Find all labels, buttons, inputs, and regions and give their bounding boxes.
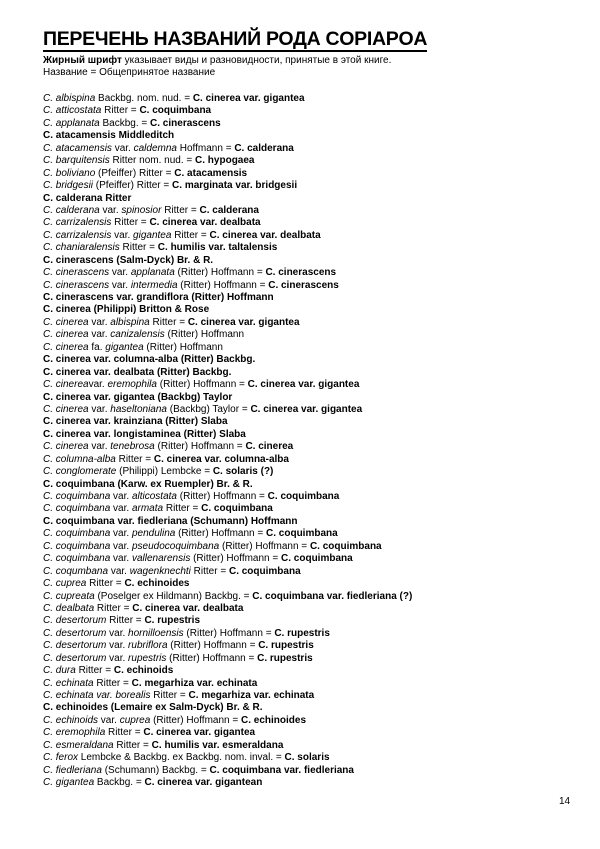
entry-name-italic: C. desertorum (43, 615, 107, 627)
entry-name-bold: C. rupestris (257, 652, 313, 664)
entry-text: Ritter = (106, 615, 145, 627)
entry-text: (Ritter) Hoffmann (143, 341, 223, 353)
entry-name-italic: C. gigantea (43, 777, 95, 789)
entry-name-italic: C. esmeraldana (43, 739, 114, 751)
entry-name-italic: C. cinerascens (43, 279, 110, 291)
subtitle (43, 55, 563, 67)
entry-text: (Ritter) Hoffmann = (219, 540, 310, 552)
list-item (43, 105, 563, 117)
entry-name-italic: C. boliviano (43, 167, 96, 179)
list-item (43, 715, 563, 727)
entry-name-bold: C. coquimbana (228, 565, 301, 577)
entry-text: (Schumann) Backbg. = (101, 764, 210, 776)
entry-name-italic: C. echinata (43, 677, 94, 689)
entry-text: var. (88, 329, 111, 341)
entry-name-bold: C. megarhiza var. echinata (188, 690, 315, 701)
entry-name-italic: C. albispina (43, 93, 96, 104)
entry-name-bold: C. cinerea var. longistaminea (Ritter) Slaba (43, 428, 246, 440)
list-item (43, 777, 563, 789)
entry-name-italic: C. cinerascens (43, 267, 110, 279)
entry-name-italic: spinosior (121, 204, 162, 216)
subtitle-text: указывает виды и разновидности, принятые в этой книге. (121, 55, 392, 66)
entry-name-italic: C. bridgesii (43, 180, 94, 192)
entry-name-italic: C. fiedleriana (43, 764, 102, 776)
list-item (43, 329, 563, 341)
entry-text: Lembcke & Backbg. ex Backbg. nom. inval. = (78, 752, 285, 764)
list-item (43, 665, 563, 677)
entry-text: Ritter = (171, 229, 210, 241)
entry-name-bold: C. atacamensis Middleditch (43, 130, 175, 142)
entry-name-italic: rupestris (128, 652, 167, 664)
entry-name-bold: C. humilis var. esmeraldana (151, 739, 284, 751)
list-item (43, 503, 563, 515)
entry-text: var. (111, 229, 134, 241)
entry-name-bold: C. cinerea var. gigantea (192, 93, 305, 104)
list-item (43, 441, 563, 453)
list-item (43, 255, 563, 267)
list-item (43, 591, 563, 603)
list-item (43, 528, 563, 540)
entry-name-italic: C. ferox (43, 752, 79, 764)
entry-name-italic: C. cupreata (43, 590, 95, 602)
entry-text: Ritter = (119, 242, 158, 254)
entry-name-italic: C. eremophila (43, 727, 106, 739)
list-item (43, 93, 563, 105)
list-item (43, 702, 563, 714)
list-item (43, 168, 563, 180)
entry-name-bold: C. cinerea var. gigantea (187, 316, 300, 328)
entry-name-bold: C. coquimbana (266, 528, 338, 540)
entry-text: (Ritter) Hoffmann = (183, 627, 275, 639)
list-item (43, 603, 563, 615)
list-item (43, 566, 563, 578)
entry-name-italic: C. cinerea (43, 403, 89, 415)
entry-name-italic: haseltoniana (110, 403, 167, 415)
entry-list (43, 93, 563, 790)
page-content (43, 28, 563, 790)
entry-text: Backbg. = (99, 117, 151, 129)
entry-name-bold: C. echinoides (240, 714, 306, 726)
entry-text: (Ritter) Hoffmann = (167, 640, 259, 652)
entry-name-italic: intermedia (130, 279, 178, 291)
entry-name-bold: C. solaris (?) (212, 466, 274, 478)
entry-name-italic: gigantea (133, 229, 172, 241)
entry-name-bold: C. cinerea var. columna-alba (153, 453, 289, 465)
entry-text: (Ritter) Hoffmann = (166, 652, 258, 664)
entry-text: (Backbg) Taylor = (166, 403, 251, 415)
list-item (43, 516, 563, 528)
entry-name-italic: C. cinerea (43, 329, 89, 341)
entry-text: var. (109, 267, 131, 279)
list-item (43, 640, 563, 652)
entry-name-italic: C. echinoids (43, 714, 99, 726)
list-item (43, 155, 563, 167)
entry-name-italic: caldemna (133, 142, 177, 154)
entry-text: var. (108, 565, 130, 577)
entry-text: var. (106, 627, 129, 639)
entry-name-bold: C. coquimbana (Karw. ex Ruempler) Br. & R. (43, 478, 253, 490)
entry-name-bold: C. cinerea (245, 441, 294, 453)
entry-name-bold: C. humilis var. taltalensis (157, 242, 278, 254)
list-item (43, 280, 563, 292)
entry-text: fa. (88, 341, 106, 353)
list-item (43, 765, 563, 777)
list-item (43, 292, 563, 304)
entry-name-bold: C. atacamensis (174, 167, 248, 179)
entry-name-italic: albispina (110, 316, 150, 328)
entry-text: (Ritter) Hoffmann = (150, 714, 241, 726)
entry-name-italic: C. cinerea (43, 441, 89, 453)
entry-name-italic: C. calderana (43, 204, 100, 216)
page-number: 14 (559, 796, 571, 807)
entry-name-bold: C. megarhiza var. echinata (131, 677, 258, 689)
entry-name-bold: C. cinerea var. dealbata (Ritter) Backbg. (43, 366, 232, 378)
entry-name-bold: C. cinerascens (Salm-Dyck) Br. & R. (43, 254, 214, 266)
entry-text: Ritter = (149, 316, 188, 328)
entry-name-bold: C. coquimbana var. fiedleriana (209, 764, 354, 776)
list-item (43, 143, 563, 155)
entry-text: var. (99, 204, 122, 216)
entry-name-italic: tenebrosa (110, 441, 155, 453)
entry-text: Ritter = (93, 677, 132, 689)
list-item (43, 740, 563, 752)
entry-text: Ritter nom. nud. = (109, 155, 196, 167)
list-item (43, 553, 563, 565)
entry-name-bold: C. cinerea (Philippi) Britton & Rose (43, 304, 210, 316)
entry-text: var. (106, 640, 129, 652)
list-item (43, 690, 563, 702)
entry-name-italic: C. barquitensis (43, 155, 110, 167)
entry-name-italic: C. cuprea (43, 578, 87, 590)
entry-text: var. (110, 528, 132, 540)
entry-name-italic: C. coquimbana (43, 553, 111, 565)
entry-name-bold: C. coquimbana (281, 553, 353, 565)
entry-name-italic: C. coquimbana (43, 491, 111, 502)
legend: Название = Общепринятое название (43, 67, 216, 78)
list-item (43, 205, 563, 217)
entry-name-bold: C. coquimbana (309, 540, 382, 552)
list-item (43, 541, 563, 553)
entry-name-bold: C. cinerea var. dealbata (132, 602, 244, 614)
entry-name-bold: C. calderana (199, 204, 259, 216)
list-item (43, 466, 563, 478)
entry-name-italic: C. coquimbana (43, 503, 111, 515)
entry-name-italic: armata (131, 503, 164, 515)
list-item (43, 454, 563, 466)
entry-name-bold: C. cinerea var. gigantea (Backbg) Taylor (43, 391, 233, 403)
list-item (43, 653, 563, 665)
list-item (43, 367, 563, 379)
entry-text: (Ritter) Hoffmann = (174, 267, 266, 279)
entry-name-italic: applanata (130, 267, 175, 279)
entry-text: (Poselger ex Hildmann) Backbg. = (94, 590, 253, 602)
entry-name-italic: hornilloensis (128, 627, 184, 639)
entry-name-bold: C. rupestris (258, 640, 314, 652)
entry-text: Ritter = (115, 453, 154, 465)
list-item (43, 727, 563, 739)
entry-name-italic: C. desertorum (43, 652, 107, 664)
list-item (43, 416, 563, 428)
entry-text: var. (98, 714, 120, 726)
list-item (43, 317, 563, 329)
entry-text: Ritter = (86, 578, 125, 590)
entry-name-italic: C. columna-alba (43, 453, 116, 465)
entry-text: (Pfeiffer) Ritter = (95, 167, 175, 179)
list-item (43, 491, 563, 503)
entry-name-bold: C. cinerascens var. grandiflora (Ritter) Hoffmann (43, 292, 274, 303)
entry-text: (Ritter) Hoffmann (164, 329, 245, 341)
list-item (43, 217, 563, 229)
entry-text: Ritter = (105, 727, 144, 739)
entry-text: (Ritter) Hoffmann = (177, 279, 269, 291)
entry-text: Ritter = (113, 739, 152, 751)
entry-text: var. (110, 553, 132, 565)
entry-name-bold: C. solaris (284, 752, 330, 764)
entry-name-italic: wagenknechti (129, 565, 191, 577)
entry-text: Backbg. nom. nud. = (95, 93, 193, 104)
entry-name-italic: C. coquimbana (43, 540, 111, 552)
entry-name-bold: C. cinerea var. gigantea (250, 403, 363, 415)
entry-name-italic: alticostata (131, 491, 177, 502)
entry-name-italic: C. coqumbana (43, 565, 109, 577)
entry-text: var. (88, 441, 111, 453)
entry-name-italic: C. cinerea (43, 341, 89, 353)
list-item (43, 429, 563, 441)
entry-name-bold: C. cinerascens (265, 267, 337, 279)
entry-name-bold: C. cinerea var. gigantea (143, 727, 256, 739)
entry-name-bold: C. echinoides (Lemaire ex Salm-Dyck) Br. & R. (43, 702, 263, 714)
entry-name-bold: C. echinoides (124, 578, 190, 590)
list-item (43, 752, 563, 764)
entry-text: Ritter = (190, 565, 229, 577)
entry-name-bold: C. cinerascens (150, 117, 221, 129)
entry-name-italic: vallenarensis (131, 553, 191, 565)
entry-text: var. (88, 403, 111, 415)
entry-name-bold: C. calderana (234, 142, 294, 154)
entry-name-bold: C. echinoids (113, 665, 174, 677)
entry-text: (Ritter) Hoffmann = (175, 528, 267, 540)
entry-name-italic: rubriflora (128, 640, 168, 652)
entry-name-italic: gigantea (105, 341, 144, 353)
list-item (43, 180, 563, 192)
entry-text: Ritter = (150, 690, 189, 701)
entry-name-italic: C. coquimbana (43, 528, 111, 540)
entry-name-italic: C. carrizalensis (43, 229, 112, 241)
entry-name-italic: C. chaniaralensis (43, 242, 120, 254)
list-item (43, 118, 563, 130)
subtitle-bold: Жирный шрифт (43, 55, 122, 66)
entry-name-bold: C. coquimbana (139, 105, 212, 117)
entry-text: Ritter = (161, 204, 200, 216)
entry-text: (Ritter) Hoffmann = (156, 379, 248, 391)
entry-name-bold: C. cinerea var. krainziana (Ritter) Slaba (43, 416, 228, 428)
list-item (43, 404, 563, 416)
entry-text: var. (110, 503, 132, 515)
entry-name-italic: C. conglomerate (43, 466, 117, 478)
entry-name-italic: pseudocoquimbana (131, 540, 220, 552)
entry-text: (Ritter) Hoffmann = (176, 491, 268, 502)
entry-text: Hoffmann = (176, 142, 235, 154)
entry-name-italic: eremophila (107, 379, 157, 391)
entry-name-bold: C. rupestris (144, 615, 201, 627)
list-item (43, 342, 563, 354)
list-item (43, 379, 563, 391)
entry-name-italic: C. dura (43, 665, 76, 677)
entry-text: var. (110, 540, 132, 552)
list-item (43, 628, 563, 640)
entry-name-italic: C. desertorum (43, 640, 107, 652)
entry-text: (Pfeiffer) Ritter = (93, 180, 173, 192)
list-item (43, 615, 563, 627)
entry-name-bold: C. rupestris (274, 627, 330, 639)
entry-text: (Ritter) Hoffmann = (190, 553, 282, 565)
entry-text: var. (88, 379, 108, 391)
entry-name-italic: C. dealbata (43, 602, 95, 614)
list-item (43, 479, 563, 491)
list-item (43, 230, 563, 242)
list-item (43, 193, 563, 205)
entry-name-italic: C. atticostata (43, 105, 102, 117)
list-item (43, 242, 563, 254)
entry-text: Ritter = (75, 665, 114, 677)
entry-name-italic: cuprea (119, 714, 151, 726)
entry-name-italic: canizalensis (110, 329, 165, 341)
entry-text: (Ritter) Hoffmann = (154, 441, 246, 453)
entry-text: var. (110, 491, 132, 502)
entry-text: var. (109, 279, 131, 291)
list-item (43, 578, 563, 590)
list-item (43, 130, 563, 142)
entry-name-bold: C. cinerea var. dealbata (149, 217, 261, 229)
entry-name-italic: C. atacamensis (43, 142, 112, 154)
list-item (43, 392, 563, 404)
entry-text: Ritter = (101, 105, 140, 117)
entry-text: Backbg. = (94, 777, 145, 789)
entry-name-italic: C. cinerea (43, 316, 89, 328)
entry-text: var. (111, 142, 134, 154)
entry-name-bold: C. coquimbana (267, 491, 340, 502)
entry-name-bold: C. coquimbana var. fiedleriana (?) (252, 590, 413, 602)
entry-text: var. (106, 652, 129, 664)
page-title: ПЕРЕЧЕНЬ НАЗВАНИЙ РОДА COPIAPOA (43, 28, 428, 50)
entry-name-bold: C. calderana Ritter (43, 192, 132, 204)
entry-name-bold: C. marginata var. bridgesii (172, 180, 298, 192)
list-item (43, 678, 563, 690)
entry-name-bold: C. coquimbana (201, 503, 273, 515)
entry-name-italic: pendulina (131, 528, 176, 540)
entry-name-italic: C. applanata (43, 117, 100, 129)
entry-text: Ritter = (111, 217, 150, 229)
list-item (43, 304, 563, 316)
entry-name-italic: C. desertorum (43, 627, 107, 639)
entry-name-bold: C. hypogaea (195, 155, 255, 167)
entry-text: (Philippi) Lembcke = (116, 466, 213, 478)
entry-name-italic: C. cinerea (43, 379, 89, 391)
entry-name-italic: C. echinata var. borealis (43, 690, 151, 701)
entry-name-bold: C. cinerascens (268, 279, 339, 291)
entry-text: Ritter = (94, 602, 133, 614)
list-item (43, 354, 563, 366)
entry-name-bold: C. cinerea var. dealbata (209, 229, 321, 241)
entry-text: var. (88, 316, 111, 328)
entry-name-bold: C. cinerea var. columna-alba (Ritter) Backbg. (43, 354, 256, 366)
entry-text: Ritter = (163, 503, 202, 515)
entry-name-bold: C. cinerea var. gigantean (144, 777, 263, 789)
entry-name-bold: C. cinerea var. gigantea (247, 379, 360, 391)
entry-name-bold: C. coquimbana var. fiedleriana (Schumann) Hoffmann (43, 515, 298, 527)
list-item (43, 267, 563, 279)
entry-name-italic: C. carrizalensis (43, 217, 112, 229)
